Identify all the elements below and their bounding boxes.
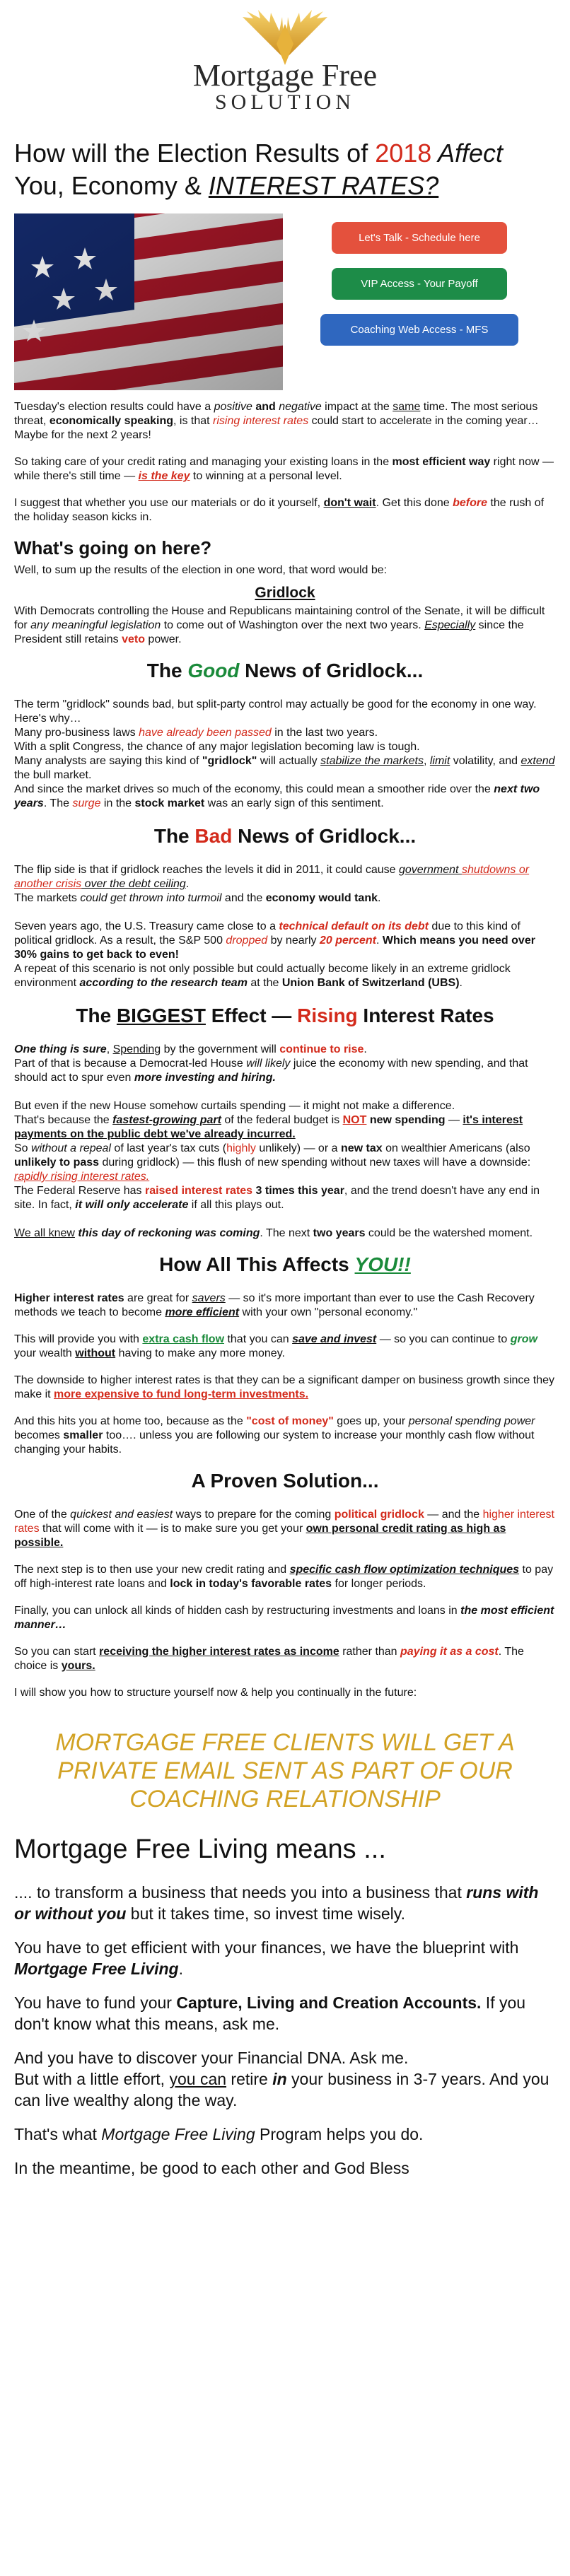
solution-title: A Proven Solution...	[191, 1470, 379, 1492]
main-headline: How will the Election Results of 2018 Affect You, Economy & INTEREST RATES?	[14, 139, 504, 200]
biggest-effect-body-3: We all knew this day of reckoning was coming. The next two years could be the watershed moment.	[14, 1227, 533, 1239]
whats-going-paragraph-2: With Democrats controlling the House and Republicans maintaining control of the Senate, it will be difficult for any meaningful legislation to come out of Washington over the next two years. Especially since the President still retains veto power.	[14, 605, 545, 645]
intro-paragraph-1: Tuesday's election results could have a positive and negative impact at the same time. The most serious threat, economically speaking, is that rising interest rates could start to accelerate in the coming year… Maybe for the next 2 years!	[14, 401, 539, 441]
biggest-effect-title: The BIGGEST Effect — Rising Interest Rates	[76, 1005, 494, 1026]
mfl-section	[14, 1882, 556, 2179]
solution-paragraph-3: Finally, you can unlock all kinds of hidden cash by restructuring investments and loans in the most efficient manner…	[14, 1605, 554, 1631]
mfl-paragraph-6: In the meantime, be good to each other and God Bless	[14, 2159, 409, 2177]
mfl-title: Mortgage Free Living means ...	[14, 1834, 386, 1864]
affects-paragraph-2: This will provide you with extra cash flow that you can save and invest — so you can continue to grow your wealth without having to make any more money.	[14, 1333, 537, 1359]
mfl-paragraph-5: That's what Mortgage Free Living Program helps you do.	[14, 2125, 424, 2143]
clients-callout: MORTGAGE FREE CLIENTS WILL GET A PRIVATE EMAIL SENT AS PART OF OUR COACHING RELATIONSHIP	[55, 1729, 515, 1813]
solution-paragraph-5: I will show you how to structure yourself now & help you continually in the future:	[14, 1687, 417, 1699]
biggest-effect-body-2: But even if the new House somehow curtails spending — it might not make a difference. That's because the fastest-growing part of the federal budget is NOT new spending — it's interest payments on the public debt we've already incurred. So without a repeal of last year's tax cuts (highly unlikely) — or a new tax on wealthier Americans (also unlikely to pass during gridlock) — this flush of new spending without new taxes will have a downside: rapidly rising interest rates. The Federal Reserve has raised interest rates 3 times this year, and the trend doesn't have any end in site. In fact, it will only accelerate if all this plays out.	[14, 1100, 540, 1211]
gridlock-word: Gridlock	[255, 585, 315, 601]
affects-paragraph-3: The downside to higher interest rates is that they can be a significant damper on business growth since they make it more expensive to fund long-term investments.	[14, 1374, 554, 1400]
intro-paragraph-3: I suggest that whether you use our materials or do it yourself, don't wait. Get this done before the rush of the holiday season kicks in.	[14, 497, 545, 523]
coaching-access-button[interactable]: Coaching Web Access - MFS	[320, 314, 518, 346]
schedule-button[interactable]: Let's Talk - Schedule here	[332, 222, 507, 254]
bad-news-body: The flip side is that if gridlock reaches the levels it did in 2011, it could cause government shutdowns or another crisis over the debt ceiling. The markets could get thrown into turmoil and the economy would tank.	[14, 864, 530, 904]
mfl-paragraph-1: .... to transform a business that needs you into a business that runs with or without you but it takes time, so invest time wisely.	[14, 1883, 539, 1923]
bad-news-body-2: Seven years ago, the U.S. Treasury came close to a technical default on its debt due to this kind of political gridlock. As a result, the S&P 500 dropped by nearly 20 percent. Which means you need over 30% gains to get back to even! A repeat of this scenario is not only possible but could actually become likely in an extreme gridlock environment according to the research team at the Union Bank of Switzerland (UBS).	[14, 920, 535, 989]
biggest-effect-body-1: One thing is sure, Spending by the government will continue to rise. Part of that is because a Democrat-led House will likely juice the economy with new spending, and that should act to spur even more investing and hiring.	[14, 1043, 528, 1084]
good-news-title: The Good News of Gridlock...	[146, 660, 424, 681]
vip-access-button[interactable]: VIP Access - Your Payoff	[332, 268, 507, 300]
intro-section	[14, 400, 556, 525]
mfl-paragraph-4: And you have to discover your Financial DNA. Ask me. But with a little effort, you can retire in your business in 3-7 years. And you can live wealthy along the way.	[14, 2049, 549, 2109]
mfl-paragraph-3: You have to fund your Capture, Living and Creation Accounts. If you don't know what this means, ask me.	[14, 1994, 526, 2033]
logo	[14, 0, 556, 129]
us-flag-image	[14, 213, 283, 390]
affects-paragraph-4: And this hits you at home too, because as the "cost of money" goes up, your personal spending power becomes smaller too…. unless you are following our system to increase your monthly cash flow without changing your habits.	[14, 1415, 535, 1456]
logo-brand: Mortgage Free	[192, 58, 378, 93]
affects-paragraph-1: Higher interest rates are great for savers — so it's more important than ever to use the Cash Recovery methods we teach to become more efficient with your own "personal economy."	[14, 1292, 535, 1318]
solution-paragraph-4: So you can start receiving the higher interest rates as income rather than paying it as a cost. The choice is yours.	[14, 1646, 524, 1672]
mfl-paragraph-2: You have to get efficient with your finances, we have the blueprint with Mortgage Free Living.	[14, 1938, 519, 1978]
whats-going-section	[14, 537, 556, 647]
intro-paragraph-2: So taking care of your credit rating and managing your existing loans in the most efficient way right now — while there's still time — is the key to winning at a personal level.	[14, 456, 554, 482]
bad-news-title: The Bad News of Gridlock...	[153, 825, 417, 847]
whats-going-paragraph-1: Well, to sum up the results of the election in one word, that word would be:	[14, 564, 388, 576]
whats-going-title: What's going on here?	[14, 537, 212, 558]
logo-sub: SOLUTION	[215, 90, 355, 114]
solution-paragraph-2: The next step is to then use your new credit rating and specific cash flow optimization techniques to pay off high-interest rate loans and lock in today's favorable rates for longer periods.	[14, 1564, 554, 1590]
cta-buttons	[283, 213, 556, 360]
affects-you-title: How All This Affects YOU!!	[159, 1253, 411, 1275]
solution-paragraph-1: One of the quickest and easiest ways to prepare for the coming political gridlock — and the higher interest rates that will come with it — is to make sure you get your own personal credit rating as high as possible.	[14, 1509, 554, 1549]
hero-section	[14, 213, 556, 390]
good-news-body: The term "gridlock" sounds bad, but split-party control may actually be good for the economy in one way. Here's why… Many pro-business laws have already been passed in the last two years. With a split Congress, the chance of any major legislation becoming law is tough. Many analysts are saying this kind of "gridlock" will actually stabilize the markets, limit volatility, and extend the bull market. And since the market drives so much of the economy, this could mean a smoother ride over the next two years. The surge in the stock market was an early sign of this sentiment.	[14, 698, 555, 809]
